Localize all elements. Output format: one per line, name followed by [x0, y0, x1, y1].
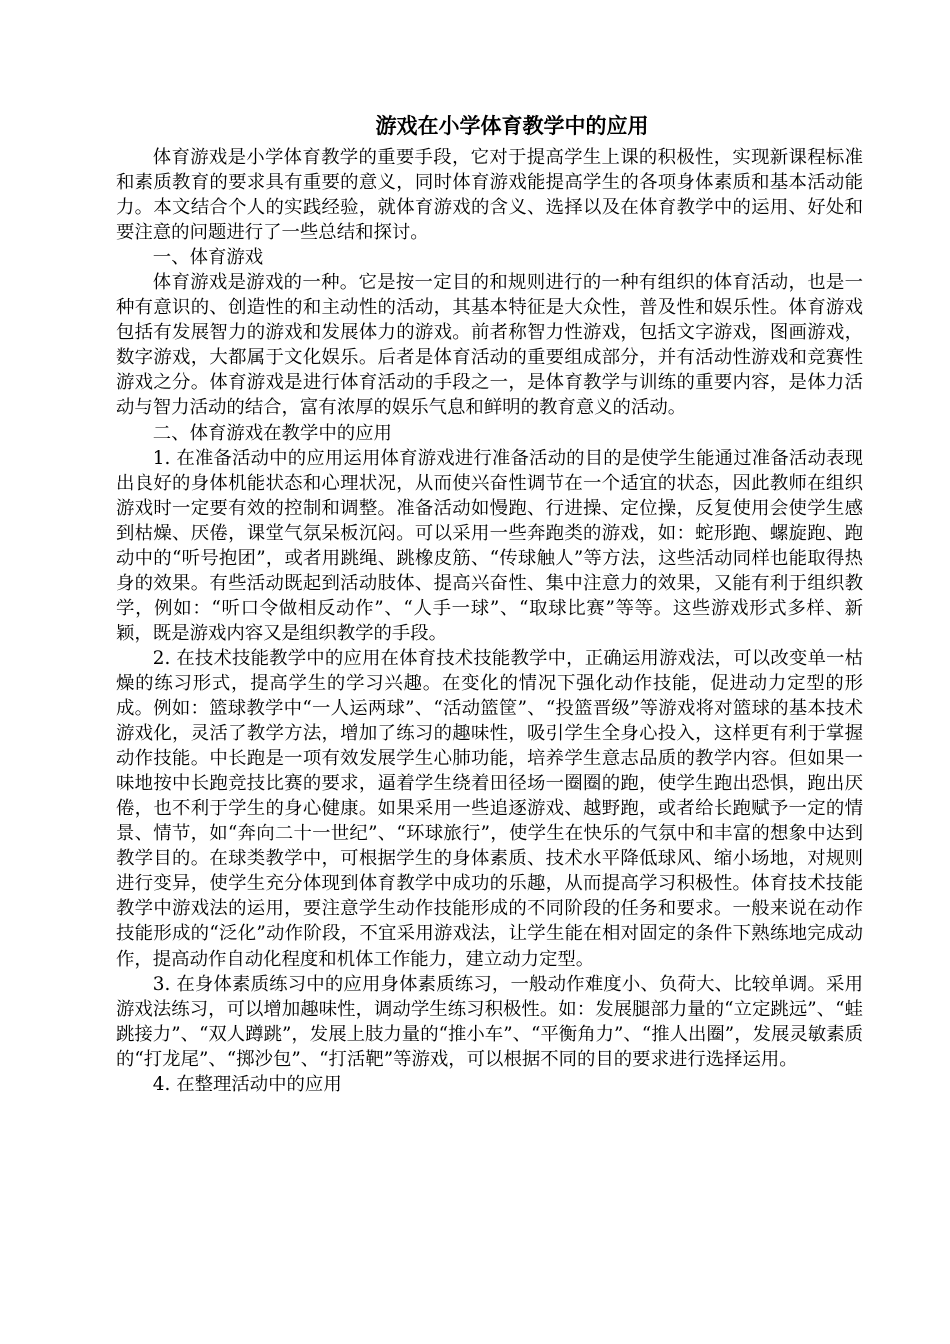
document-title: 游戏在小学体育教学中的应用 [375, 114, 649, 138]
paragraph-item-4: 4. 在整理活动中的应用 [152, 1073, 342, 1095]
document-body [116, 145, 863, 1097]
paragraph-section-1: 体育游戏是游戏的一种。它是按一定目的和规则进行的一种有组织的体育活动，也是一种有意识的、创造性的和主动性的活动，其基本特征是大众性，普及性和娱乐性。体育游戏包括有发展智力的游戏和发展体力的游戏。前者称智力性游戏，包括文字游戏，图画游戏，数字游戏，大都属于文化娱乐。后者是体育活动的重要组成部分，并有活动性游戏和竞赛性游戏之分。体育游戏是进行体育活动的手段之一，是体育教学与训练的重要内容，是体力活动与智力活动的结合，富有浓厚的娱乐气息和鲜明的教育意义的活动。 [116, 272, 863, 419]
heading-section-1: 一、体育游戏 [152, 247, 264, 269]
paragraph-item-1: 1. 在准备活动中的应用运用体育游戏进行准备活动的目的是使学生能通过准备活动表现出良好的身体机能状态和心理状况，从而使兴奋性调节在一个适宜的状态，因此教师在组织游戏时一定要有效的控制和调整。准备活动如慢跑、行进操、定位操，反复使用会使学生感到枯燥、厌倦，课堂气氛呆板沉闷。可以采用一些奔跑类的游戏，如：蛇形跑、螺旋跑、跑动中的“听号抱团”，或者用跳绳、跳橡皮筋、“传球触人”等方法，这些活动同样也能取得热身的效果。有些活动既起到活动肢体、提高兴奋性、集中注意力的效果，又能有利于组织教学，例如：“听口令做相反动作”、“人手一球”、“取球比赛”等等。这些游戏形式多样、新颖，既是游戏内容又是组织教学的手段。 [116, 447, 863, 644]
paragraph-item-2: 2. 在技术技能教学中的应用在体育技术技能教学中，正确运用游戏法，可以改变单一枯燥的练习形式，提高学生的学习兴趣。在变化的情况下强化动作技能，促进动力定型的形成。例如：篮球教学中“一人运两球”、“活动篮筐”、“投篮晋级”等游戏将对篮球的基本技术游戏化，灵活了教学方法，增加了练习的趣味性，吸引学生全身心投入，这样更有利于掌握动作技能。中长跑是一项有效发展学生心肺功能，培养学生意志品质的教学内容。但如果一味地按中长跑竞技比赛的要求，逼着学生绕着田径场一圈圈的跑，使学生跑出恐惧，跑出厌倦，也不利于学生的身心健康。如果采用一些追逐游戏、越野跑，或者给长跑赋予一定的情景、情节，如“奔向二十一世纪”、“环球旅行”，使学生在快乐的气氛中和丰富的想象中达到教学目的。在球类教学中，可根据学生的身体素质、技术水平降低球风、缩小场地，对规则进行变异，使学生充分体现到体育教学中成功的乐趣，从而提高学习积极性。体育技术技能教学中游戏法的运用，要注意学生动作技能形成的不同阶段的任务和要求。一般来说在动作技能形成的“泛化”动作阶段，不宜采用游戏法，让学生能在相对固定的条件下熟练地完成动作，提高动作自动化程度和机体工作能力，建立动力定型。 [116, 647, 863, 970]
paragraph-intro: 体育游戏是小学体育教学的重要手段，它对于提高学生上课的积极性，实现新课程标准和素质教育的要求具有重要的意义，同时体育游戏能提高学生的各项身体素质和基本活动能力。本文结合个人的实践经验，就体育游戏的含义、选择以及在体育教学中的运用、好处和要注意的问题进行了一些总结和探讨。 [116, 147, 863, 244]
heading-section-2: 二、体育游戏在教学中的应用 [152, 422, 392, 444]
paragraph-item-3: 3. 在身体素质练习中的应用身体素质练习，一般动作难度小、负荷大、比较单调。采用游戏法练习，可以增加趣味性，调动学生练习积极性。如：发展腿部力量的“立定跳远”、“蛙跳接力”、“双人蹲跳”，发展上肢力量的“推小车”、“平衡角力”、“推人出圈”，发展灵敏素质的“打龙尾”、“掷沙包”、“打活靶”等游戏，可以根据不同的目的要求进行选择运用。 [116, 973, 863, 1070]
